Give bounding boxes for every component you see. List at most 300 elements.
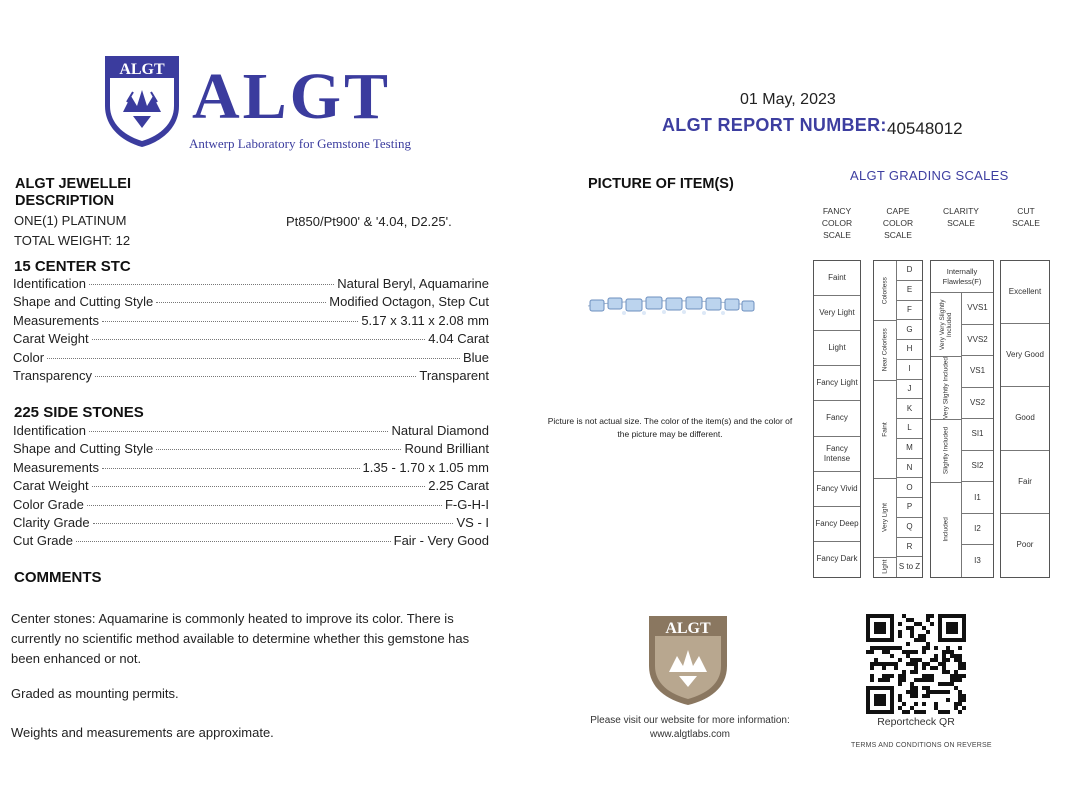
qr-module	[894, 646, 898, 650]
qr-module	[922, 646, 926, 650]
detail-label: Transparency	[13, 368, 92, 383]
qr-module	[930, 666, 934, 670]
fancy-grade: Fancy Light	[814, 366, 860, 401]
qr-module	[930, 678, 934, 682]
cape-letter: O	[897, 478, 922, 498]
cape-letter: I	[897, 360, 922, 380]
detail-row	[13, 423, 489, 441]
qr-module	[922, 650, 926, 654]
qr-module	[962, 698, 966, 702]
cut-scale-header: CUT SCALE	[1012, 206, 1040, 228]
qr-module	[942, 670, 946, 674]
qr-module	[958, 666, 962, 670]
clarity-grade: VS2	[962, 388, 993, 420]
qr-module	[914, 686, 918, 690]
picture-title: PICTURE OF ITEM(S)	[588, 176, 734, 192]
qr-module	[922, 678, 926, 682]
detail-row	[13, 313, 489, 331]
qr-module	[898, 694, 902, 698]
shield-text: ALGT	[119, 61, 165, 78]
qr-module	[894, 666, 898, 670]
clarity-group-label: Included	[942, 517, 950, 542]
qr-module	[958, 646, 962, 650]
qr-module	[902, 670, 906, 674]
qr-module	[910, 690, 914, 694]
qr-module	[942, 710, 946, 714]
qr-module	[914, 694, 918, 698]
clarity-grade: I3	[974, 556, 981, 566]
fancy-grade: Very Light	[814, 296, 860, 331]
clarity-group-divider	[931, 356, 961, 357]
comments-heading: COMMENTS	[14, 569, 102, 586]
qr-module	[898, 622, 902, 626]
detail-label: Color	[13, 349, 45, 365]
qr-module	[910, 662, 914, 666]
report-check-qr-code[interactable]	[866, 614, 966, 714]
qr-module	[926, 690, 930, 694]
detail-value: Round Brilliant	[404, 441, 489, 457]
detail-value: 5.17 x 3.11 x 2.08 mm	[361, 312, 489, 328]
qr-module	[922, 694, 926, 698]
website-info	[560, 714, 820, 742]
qr-module	[918, 658, 922, 662]
qr-module	[950, 674, 954, 678]
qr-module	[874, 658, 878, 662]
cape-group-divider	[874, 380, 896, 381]
clarity-grade: I1	[962, 482, 993, 514]
qr-module	[910, 650, 914, 654]
qr-module	[946, 682, 950, 686]
qr-module	[946, 710, 950, 714]
qr-module	[946, 690, 950, 694]
qr-module	[906, 690, 910, 694]
qr-module	[902, 674, 906, 678]
qr-module	[958, 654, 962, 658]
qr-module	[926, 614, 930, 618]
cape-letter: S to Z	[898, 562, 921, 572]
metal-description: Pt850/Pt900' & '4.04, D2.25'.	[286, 214, 452, 229]
qr-module	[906, 650, 910, 654]
cut-grade: Very Good	[1001, 324, 1049, 387]
clarity-grade: VVS1	[962, 293, 993, 325]
clarity-grade: I2	[962, 514, 993, 546]
qr-module	[902, 650, 906, 654]
qr-module	[958, 710, 962, 714]
qr-module	[942, 666, 946, 670]
leader-dots	[76, 541, 391, 542]
clarity-scale-header: CLARITY SCALE	[943, 206, 979, 228]
center-stone-heading: 15 CENTER STC	[14, 258, 131, 275]
visit-text: Please visit our website for more information:	[590, 715, 790, 726]
qr-module	[910, 658, 914, 662]
qr-module	[922, 666, 926, 670]
qr-module	[942, 690, 946, 694]
qr-module	[930, 658, 934, 662]
qr-module	[906, 626, 910, 630]
fancy-grade: Faint	[814, 261, 860, 296]
detail-label: Measurements	[13, 459, 99, 475]
detail-row	[13, 533, 489, 551]
comment-approximate: Weights and measurements are approximate.	[11, 725, 274, 740]
detail-value: 2.25 Carat	[428, 478, 489, 494]
qr-module	[922, 674, 926, 678]
qr-module	[882, 674, 886, 678]
clarity-group-label: Very Slightly Included	[942, 356, 950, 419]
qr-module	[870, 662, 874, 666]
fancy-grade: Light	[814, 331, 860, 366]
qr-module	[946, 646, 950, 650]
leader-dots	[89, 284, 334, 285]
detail-value: Natural Diamond	[391, 423, 489, 438]
qr-module	[898, 658, 902, 662]
qr-module	[954, 654, 958, 658]
report-number-label: ALGT REPORT NUMBER:	[662, 115, 887, 135]
cape-letter: R	[897, 538, 922, 558]
qr-module	[950, 678, 954, 682]
leader-dots	[92, 486, 426, 487]
qr-module	[922, 634, 926, 638]
lab-subtitle: Antwerp Laboratory for Gemstone Testing	[189, 136, 411, 151]
qr-module	[910, 682, 914, 686]
qr-module	[914, 638, 918, 642]
qr-module	[910, 686, 914, 690]
cape-scale-header: CAPE COLOR SCALE	[882, 206, 914, 240]
detail-label: Identification	[13, 276, 86, 291]
description-title: DESCRIPTION	[15, 193, 115, 209]
qr-module	[930, 614, 934, 618]
qr-module	[882, 662, 886, 666]
qr-module	[950, 654, 954, 658]
qr-module	[882, 678, 886, 682]
qr-module	[958, 690, 962, 694]
cape-letter: J	[897, 380, 922, 400]
qr-module	[934, 690, 938, 694]
clarity-group-label: Very Very Slightly Included	[939, 299, 953, 350]
qr-module	[906, 642, 910, 646]
qr-module	[942, 654, 946, 658]
qr-module	[954, 678, 958, 682]
qr-module	[886, 646, 890, 650]
qr-module	[918, 678, 922, 682]
qr-module	[926, 662, 930, 666]
qr-module	[878, 678, 882, 682]
qr-module	[922, 702, 926, 706]
detail-value: Blue	[462, 349, 489, 365]
qr-module	[926, 694, 930, 698]
qr-module	[902, 614, 906, 618]
leader-dots	[156, 302, 326, 303]
algt-wordmark: ALGT	[192, 60, 392, 133]
qr-module	[898, 630, 902, 634]
qr-module	[962, 706, 966, 710]
qr-module	[898, 646, 902, 650]
qr-module	[870, 678, 874, 682]
qr-module	[906, 654, 910, 658]
qr-module	[906, 662, 910, 666]
cape-group-label: Light	[881, 560, 889, 575]
qr-module	[946, 650, 950, 654]
qr-module	[934, 646, 938, 650]
cape-group-divider	[874, 478, 896, 479]
qr-module	[874, 694, 886, 706]
qr-module	[914, 650, 918, 654]
clarity-grade: SI1	[962, 419, 993, 451]
detail-label: Carat Weight	[13, 331, 89, 347]
qr-module	[882, 666, 886, 670]
qr-module	[878, 662, 882, 666]
clarity-grade: VVS2	[962, 325, 993, 357]
qr-module	[890, 654, 894, 658]
qr-module	[914, 670, 918, 674]
cape-group-divider	[874, 557, 896, 558]
cut-grade: Good	[1001, 387, 1049, 450]
qr-module	[870, 650, 874, 654]
cape-letter: E	[897, 281, 922, 301]
qr-module	[938, 710, 942, 714]
qr-module	[902, 678, 906, 682]
qr-module	[934, 666, 938, 670]
qr-module	[918, 710, 922, 714]
detail-label: Carat Weight	[13, 478, 89, 494]
qr-module	[894, 662, 898, 666]
detail-value: 4.04 Carat	[428, 331, 489, 347]
clarity-scale	[930, 260, 994, 578]
qr-module	[922, 662, 926, 666]
leader-dots	[87, 505, 442, 506]
leader-dots	[102, 468, 360, 469]
qr-module	[926, 618, 930, 622]
leader-dots	[89, 431, 388, 432]
picture-disclaimer: Picture is not actual size. The color of the item(s) and the color of the picture may be different.	[547, 416, 793, 439]
qr-module	[954, 706, 958, 710]
qr-module	[898, 674, 902, 678]
qr-module	[890, 662, 894, 666]
detail-value: Natural Beryl, Aquamarine	[337, 276, 489, 291]
fancy-grade: Fancy Deep	[814, 507, 860, 542]
report-number: 40548012	[887, 119, 963, 138]
qr-module	[914, 622, 918, 626]
qr-module	[918, 638, 922, 642]
cape-group-label: Very Light	[881, 503, 889, 533]
leader-dots	[102, 321, 358, 322]
detail-value: Fair - Very Good	[393, 533, 489, 549]
qr-module	[938, 690, 942, 694]
qr-module	[934, 706, 938, 710]
qr-module	[958, 658, 962, 662]
qr-module	[946, 658, 950, 662]
qr-module	[946, 622, 958, 634]
cape-group-label: Near Colorless	[881, 328, 889, 372]
qr-label: Reportcheck QR	[877, 716, 955, 728]
cut-grade: Poor	[1016, 540, 1034, 550]
terms-notice: TERMS AND CONDITIONS ON REVERSE	[851, 742, 992, 749]
qr-module	[930, 622, 934, 626]
qr-module	[918, 622, 922, 626]
leader-dots	[156, 449, 401, 450]
qr-module	[954, 674, 958, 678]
qr-module	[926, 674, 930, 678]
qr-module	[958, 698, 962, 702]
cape-group-divider	[874, 320, 896, 321]
clarity-flawless: Internally Flawless(F)	[931, 261, 993, 293]
qr-module	[890, 674, 894, 678]
clarity-grade-column	[961, 293, 993, 577]
qr-module	[922, 638, 926, 642]
qr-module	[910, 670, 914, 674]
qr-module	[954, 686, 958, 690]
detail-row	[13, 276, 489, 294]
leader-dots	[47, 358, 460, 359]
cape-letter: L	[897, 419, 922, 439]
website-link[interactable]: www.algtlabs.com	[649, 729, 731, 740]
jewellery-title: ALGT JEWELLEI	[15, 176, 131, 192]
qr-module	[890, 646, 894, 650]
detail-row	[13, 331, 489, 349]
qr-module	[910, 706, 914, 710]
qr-module	[962, 666, 966, 670]
detail-label: Measurements	[13, 312, 99, 328]
qr-module	[950, 650, 954, 654]
grading-scales-title: ALGT GRADING SCALES	[850, 168, 1009, 183]
qr-module	[962, 674, 966, 678]
detail-label: Cut Grade	[13, 533, 73, 549]
qr-module	[958, 662, 962, 666]
qr-module	[938, 662, 942, 666]
qr-module	[954, 702, 958, 706]
detail-row	[13, 294, 489, 312]
qr-module	[958, 674, 962, 678]
qr-module	[906, 710, 910, 714]
qr-module	[874, 646, 878, 650]
qr-module	[950, 682, 954, 686]
qr-module	[954, 658, 958, 662]
qr-module	[910, 630, 914, 634]
cut-grade: Excellent	[1001, 261, 1049, 324]
qr-module	[910, 634, 914, 638]
qr-module	[910, 626, 914, 630]
detail-value: 1.35 - 1.70 x 1.05 mm	[362, 459, 489, 475]
qr-module	[914, 690, 918, 694]
cape-letter: D	[897, 261, 922, 281]
cape-letter: N	[897, 459, 922, 479]
qr-module	[934, 654, 938, 658]
cape-letter-column	[896, 261, 922, 577]
qr-module	[958, 694, 962, 698]
detail-label: Clarity Grade	[13, 515, 90, 530]
side-stones-heading: 225 SIDE STONES	[14, 404, 144, 421]
qr-module	[898, 678, 902, 682]
qr-module	[866, 650, 870, 654]
qr-module	[934, 658, 938, 662]
clarity-grade: SI2	[962, 451, 993, 483]
leader-dots	[95, 376, 416, 377]
qr-module	[922, 686, 926, 690]
qr-module	[938, 682, 942, 686]
qr-module	[930, 674, 934, 678]
qr-module	[914, 662, 918, 666]
qr-module	[926, 686, 930, 690]
qr-module	[886, 662, 890, 666]
clarity-group-divider	[931, 482, 961, 483]
detail-row	[13, 441, 489, 459]
cape-letter: P	[897, 498, 922, 518]
detail-value: Transparent	[419, 368, 489, 383]
fancy-grade: Fancy Intense	[814, 437, 860, 472]
qr-module	[926, 646, 930, 650]
fancy-grade: Fancy Dark	[816, 554, 858, 564]
qr-module	[922, 710, 926, 714]
fancy-scale-header: FANCY COLOR SCALE	[821, 206, 853, 240]
detail-label: Identification	[13, 423, 86, 438]
detail-value: F-G-H-I	[444, 496, 489, 512]
detail-row	[13, 515, 489, 533]
detail-label: Shape and Cutting Style	[13, 441, 154, 457]
qr-module	[886, 650, 890, 654]
algt-seal-logo	[647, 614, 729, 706]
qr-module	[898, 698, 902, 702]
qr-module	[870, 674, 874, 678]
qr-module	[914, 710, 918, 714]
qr-module	[910, 618, 914, 622]
cape-letter: K	[897, 399, 922, 419]
qr-module	[942, 650, 946, 654]
qr-module	[918, 634, 922, 638]
cape-letter: M	[897, 439, 922, 459]
leader-dots	[92, 339, 426, 340]
qr-module	[946, 698, 950, 702]
qr-module	[942, 682, 946, 686]
leader-dots	[93, 523, 454, 524]
report-date: 01 May, 2023	[740, 91, 836, 108]
qr-module	[898, 706, 902, 710]
qr-module	[870, 646, 874, 650]
algt-shield-logo	[103, 54, 181, 148]
seal-text: ALGT	[665, 620, 711, 637]
qr-module	[930, 690, 934, 694]
qr-module	[926, 630, 930, 634]
cape-color-scale	[873, 260, 923, 578]
qr-module	[914, 666, 918, 670]
clarity-grade: VS1	[962, 356, 993, 388]
clarity-group-divider	[931, 419, 961, 420]
qr-module	[878, 646, 882, 650]
detail-row	[13, 350, 489, 368]
qr-module	[906, 618, 910, 622]
qr-module	[914, 678, 918, 682]
qr-module	[874, 662, 878, 666]
fancy-grade: Fancy Vivid	[814, 472, 860, 507]
cape-group-label: Colorless	[881, 277, 889, 305]
cape-letter: F	[897, 301, 922, 321]
cut-scale	[1000, 260, 1050, 578]
fancy-color-scale	[813, 260, 861, 578]
qr-module	[958, 702, 962, 706]
total-weight: TOTAL WEIGHT: 12	[14, 233, 131, 248]
fancy-grade: Fancy	[814, 401, 860, 436]
detail-row	[13, 497, 489, 515]
qr-module	[910, 694, 914, 698]
qr-module	[942, 658, 946, 662]
qr-module	[958, 678, 962, 682]
qr-module	[914, 658, 918, 662]
cape-letter: G	[897, 320, 922, 340]
qr-module	[954, 670, 958, 674]
detail-label: Color Grade	[13, 496, 84, 512]
detail-row	[13, 460, 489, 478]
qr-module	[898, 634, 902, 638]
qr-module	[902, 710, 906, 714]
bracelet-photo	[586, 293, 756, 319]
